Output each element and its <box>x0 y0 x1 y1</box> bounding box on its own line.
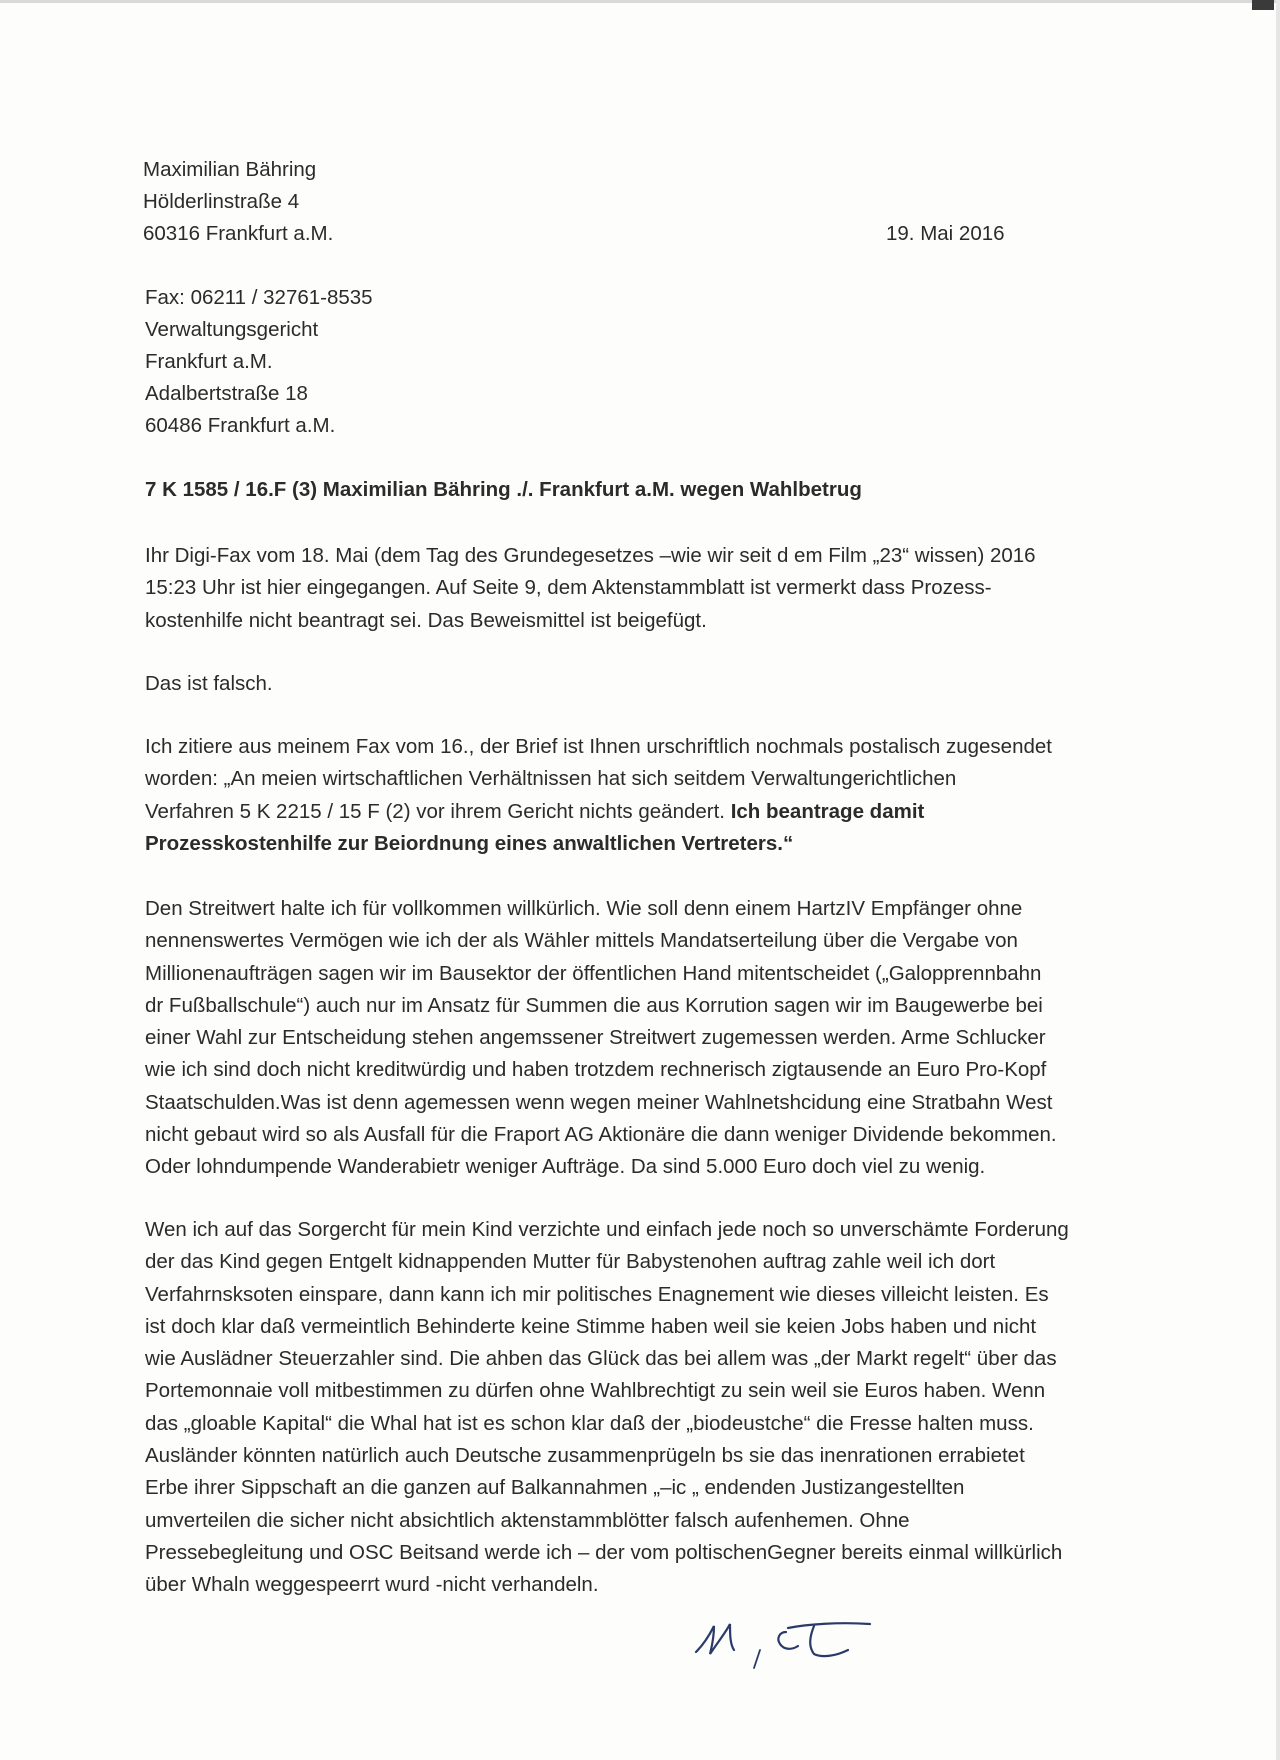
paragraph-line: ist doch klar daß vermeintlich Behinderte keine Stimme haben weil sie keien Jobs haben und nicht <box>145 1314 1037 1338</box>
paragraph-line: der das Kind gegen Entgelt kidnappenden Mutter für Babystenohen auftrag zahle weil ich dort <box>145 1250 996 1274</box>
paragraph-line: umverteilen die sicher nicht absichtlich aktenstammblötter falsch aufenhemen. Ohne <box>145 1508 910 1532</box>
paragraph-line: Erbe ihrer Sippschaft an die ganzen auf Balkannahmen „–ic „ endenden Justizangestellten <box>145 1476 965 1500</box>
paragraph-line <box>145 796 1105 828</box>
scan-corner-mark <box>1252 0 1274 10</box>
paragraph-line: Prozesskostenhilfe zur Beiordnung eines anwaltlichen Vertreters.“ <box>145 831 794 855</box>
paragraph-line: dr Fußballschule“) auch nur im Ansatz für Summen die aus Korrution sagen wir im Baugewerbe bei <box>145 993 1043 1017</box>
paragraph-line: worden: „An meien wirtschaftlichen Verhältnissen hat sich seitdem Verwaltungerichtlichen <box>145 767 957 791</box>
paragraph-line: Ihr Digi-Fax vom 18. Mai (dem Tag des Grundegesetzes –wie wir seit d em Film „23“ wissen) 2016 <box>145 544 1036 567</box>
paragraph-line: Wen ich auf das Sorgercht für mein Kind verzichte und einfach jede noch so unverschämte Forderung <box>145 1218 1069 1241</box>
paragraph-line: einer Wahl zur Entscheidung stehen angemssener Streitwert zugemessen werden. Arme Schlucker <box>145 1026 1046 1050</box>
paragraph-4 <box>145 893 1105 1184</box>
sender-name: Maximilian Bähring <box>143 158 317 181</box>
paragraph-2 <box>145 668 1105 700</box>
paragraph-line: wie ich sind doch nicht kreditwürdig und haben trotzdem rechnerisch zigtausende an Euro Pro-Kopf <box>145 1058 1047 1082</box>
scan-edge-right <box>1276 0 1280 1760</box>
recipient-court: Verwaltungsgericht <box>145 318 319 341</box>
paragraph-1 <box>145 540 1105 637</box>
handwritten-signature <box>690 1610 910 1680</box>
paragraph-line: kostenhilfe nicht beantragt sei. Das Beweismittel ist beigefügt. <box>145 608 707 632</box>
quote-bold-text: Ich beantrage damit <box>725 799 925 823</box>
paragraph-line: über Whaln weggespeerrt wurd -nicht verhandeln. <box>145 1573 599 1597</box>
paragraph-line: Den Streitwert halte ich für vollkommen willkürlich. Wie soll denn einem HartzIV Empfänger ohne <box>145 897 1023 920</box>
recipient-city: 60486 Frankfurt a.M. <box>145 414 336 437</box>
paragraph-line: das „gloable Kapital“ die Whal hat ist es schon klar daß der „biodeustche“ die Fresse halten muss. <box>145 1411 1034 1435</box>
paragraph-line: Portemonnaie voll mitbestimmen zu dürfen ohne Wahlbrechtigt zu sein weil sie Euros haben. Wenn <box>145 1379 1046 1403</box>
paragraph-3 <box>145 731 1105 860</box>
paragraph-line: nennenswertes Vermögen wie ich der als Wähler mittels Mandatserteilung über die Vergabe von <box>145 929 1018 953</box>
paragraph-line: Das ist falsch. <box>145 672 273 695</box>
sender-city: 60316 Frankfurt a.M. <box>143 222 334 245</box>
paragraph-line: nicht gebaut wird so als Ausfall für die Fraport AG Aktionäre die dann weniger Dividende bekommen. <box>145 1123 1057 1147</box>
paragraph-line: Ausländer könnten natürlich auch Deutsche zusammenprügeln bs sie das inenrationen errabietet <box>145 1444 1025 1468</box>
paragraph-line: Ich zitiere aus meinem Fax vom 16., der Brief ist Ihnen urschriftlich nochmals postalisch zugesendet <box>145 735 1052 758</box>
subject-line: 7 K 1585 / 16.F (3) Maximilian Bähring ./. Frankfurt a.M. wegen Wahlbetrug <box>145 478 862 501</box>
recipient-court-city: Frankfurt a.M. <box>145 350 273 373</box>
recipient-fax: Fax: 06211 / 32761-8535 <box>145 286 373 309</box>
paragraph-line: Oder lohndumpende Wanderabietr weniger Aufträge. Da sind 5.000 Euro doch viel zu wenig. <box>145 1155 986 1179</box>
paragraph-line: Pressebegleitung und OSC Beitsand werde ich – der vom poltischenGegner bereits einmal willkürlich <box>145 1540 1063 1564</box>
paragraph-line: Millionenaufträgen sagen wir im Bausektor der öffentlichen Hand mitentscheidet („Galopprennbahn <box>145 961 1042 985</box>
letter-date: 19. Mai 2016 <box>886 222 1005 245</box>
sender-street: Hölderlinstraße 4 <box>143 190 300 213</box>
quote-text: Verfahren 5 K 2215 / 15 F (2) vor ihrem Gericht nichts geändert. <box>145 799 725 823</box>
paragraph-line: Staatschulden.Was ist denn agemessen wenn wegen meiner Wahlnetshcidung eine Stratbahn West <box>145 1090 1053 1114</box>
paragraph-line: Verfahrnsksoten einspare, dann kann ich mir politisches Enagnement wie dieses villeicht leisten. Es <box>145 1282 1049 1306</box>
scan-edge-top <box>0 0 1280 3</box>
recipient-street: Adalbertstraße 18 <box>145 382 308 405</box>
paragraph-5 <box>145 1214 1105 1602</box>
paragraph-line: 15:23 Uhr ist hier eingegangen. Auf Seite 9, dem Aktenstammblatt ist vermerkt dass Prozess- <box>145 576 992 600</box>
paragraph-line: wie Auslädner Steuerzahler sind. Die ahben das Glück das bei allem was „der Markt regelt“ über das <box>145 1347 1057 1371</box>
